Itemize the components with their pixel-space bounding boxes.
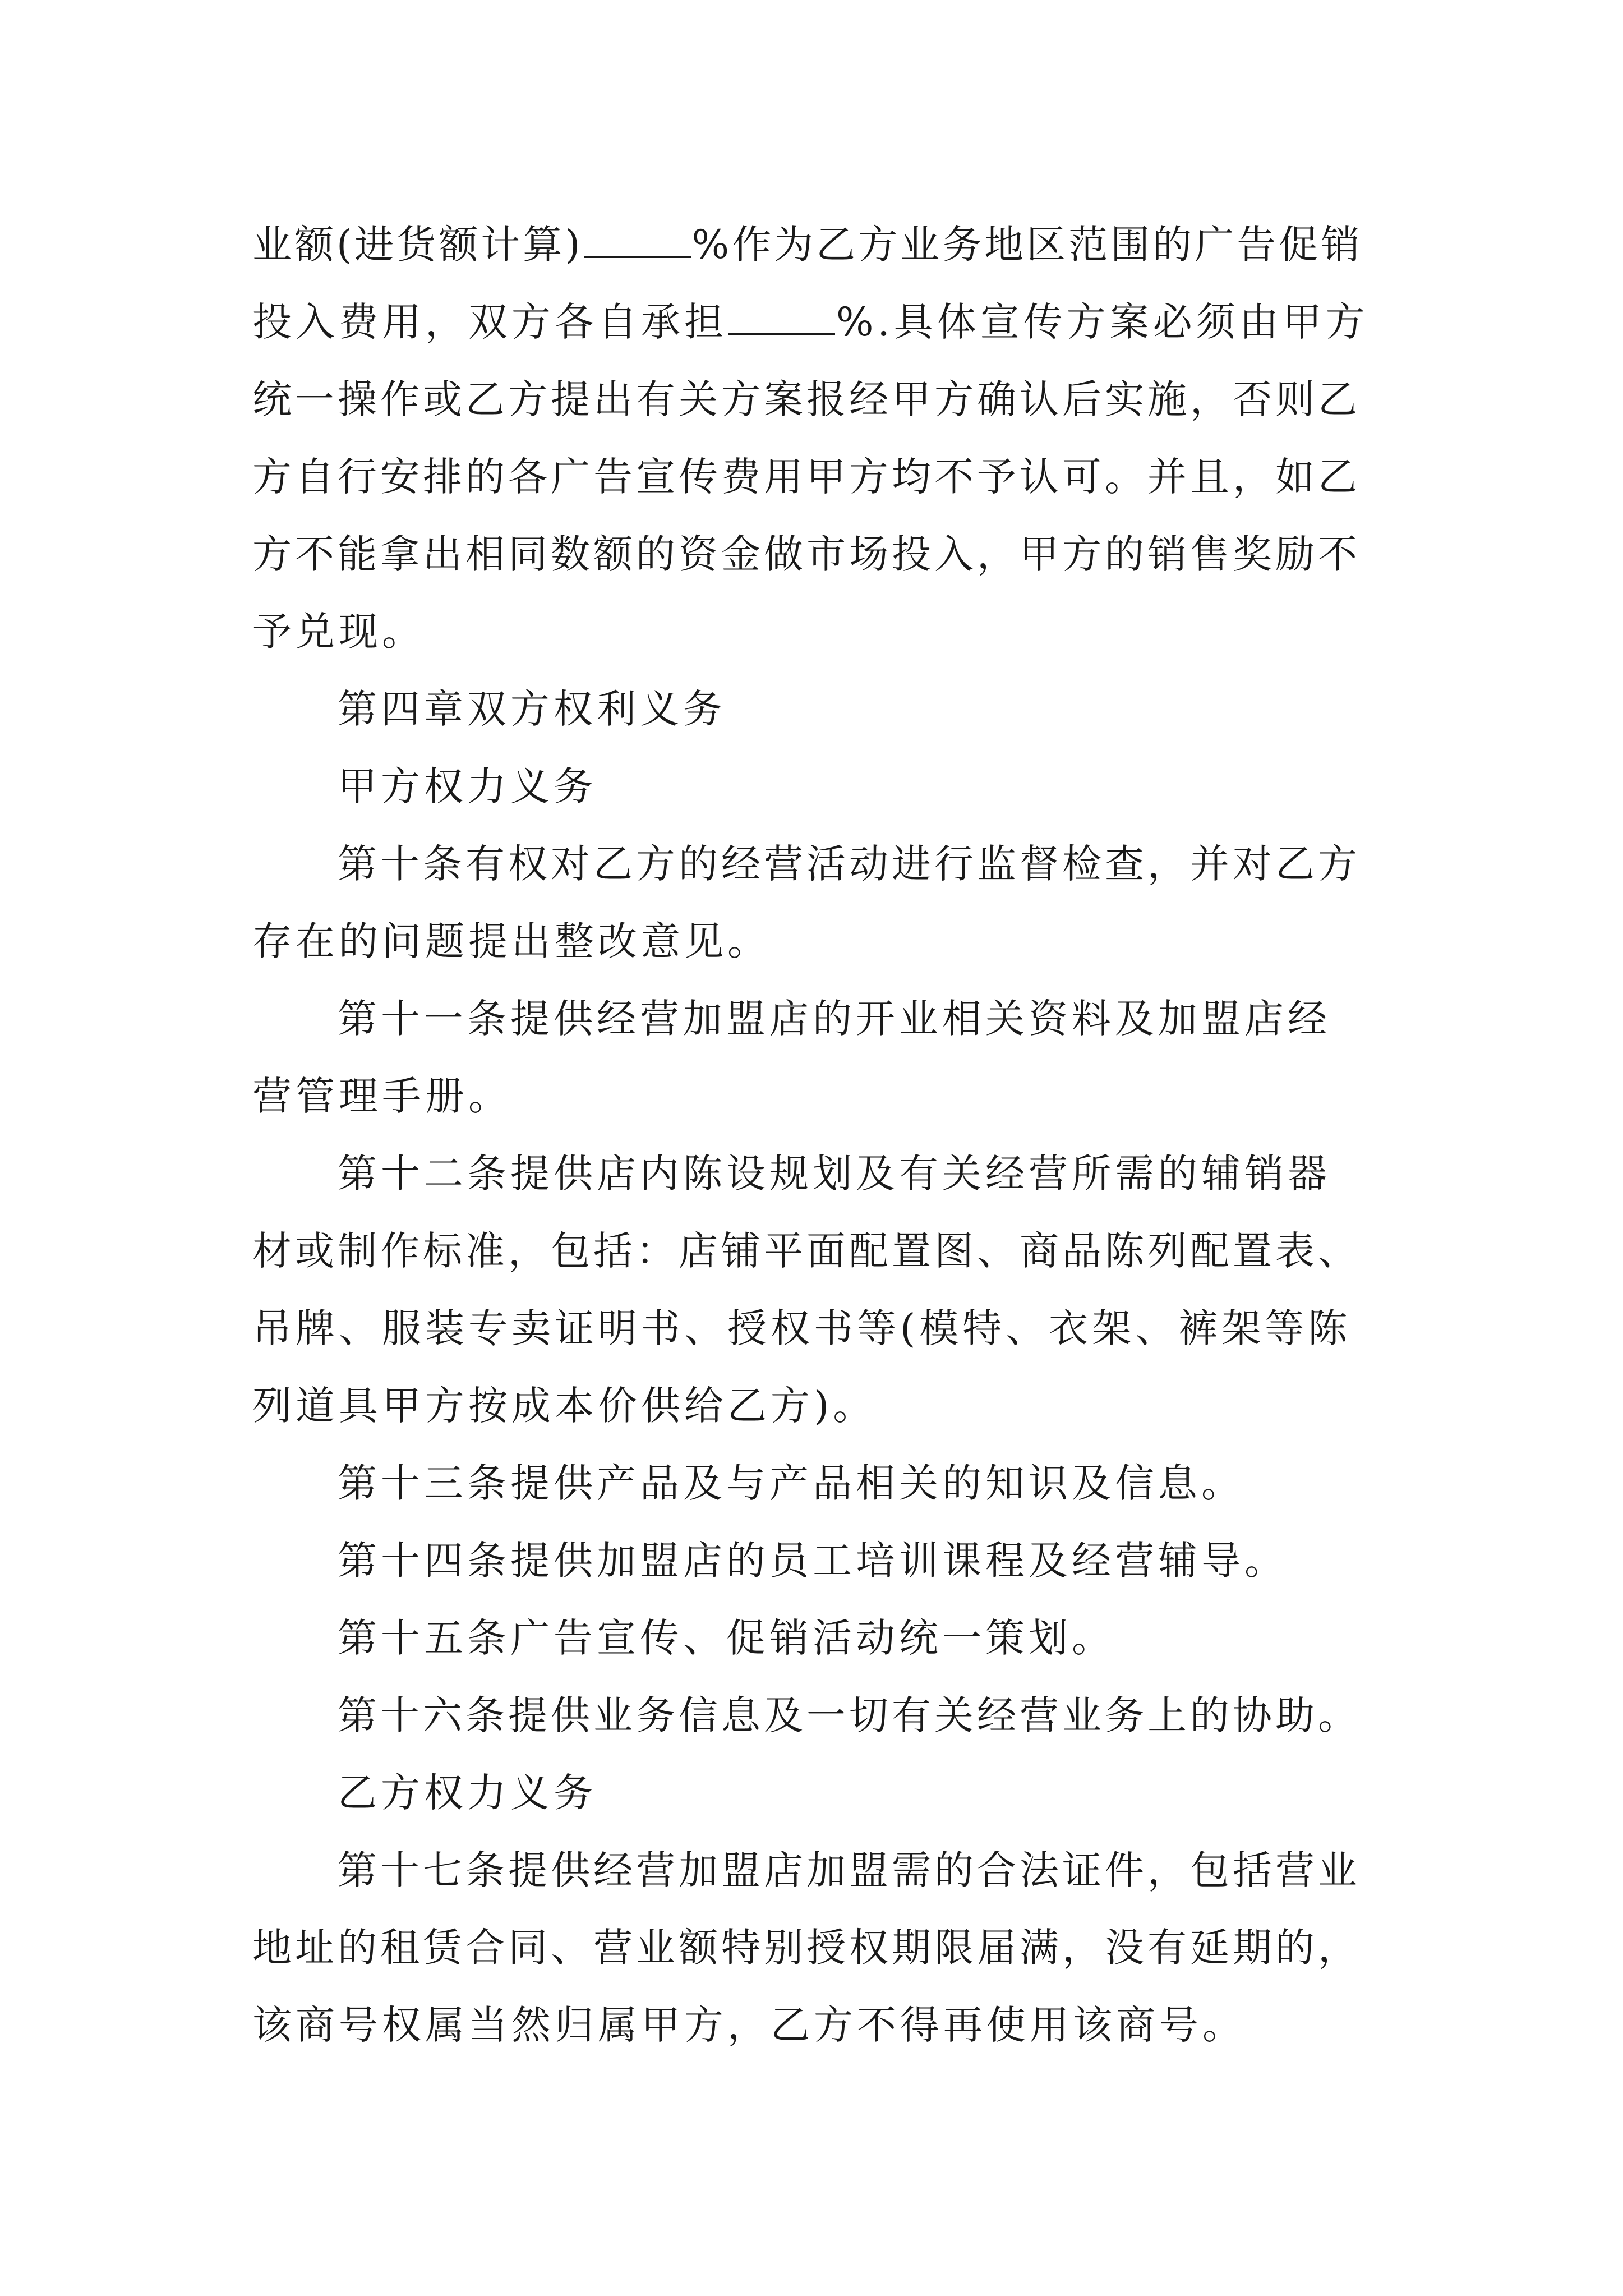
section-heading-party-a: 甲方权力义务 xyxy=(338,763,597,809)
article-10-line: 第十条有权对乙方的经营活动进行监督检查，并对乙方 xyxy=(338,841,1361,887)
article-14: 第十四条提供加盟店的员工培训课程及经营辅导。 xyxy=(338,1538,1288,1584)
article-17-line: 地址的租赁合同、营业额特别授权期限届满，没有延期的， xyxy=(252,1925,1361,1971)
article-12-line: 第十二条提供店内陈设规划及有关经营所需的辅销器 xyxy=(338,1151,1331,1197)
article-11-line: 营管理手册。 xyxy=(252,1073,511,1119)
article-12-line: 材或制作标准，包括：店铺平面配置图、商品陈列配置表、 xyxy=(252,1228,1361,1274)
article-11-line: 第十一条提供经营加盟店的开业相关资料及加盟店经 xyxy=(338,996,1331,1042)
text-fragment: 业额(进货额计算) xyxy=(252,222,583,268)
paragraph-line xyxy=(252,211,1363,278)
section-heading-party-b: 乙方权力义务 xyxy=(338,1770,597,1816)
paragraph-line: 方自行安排的各广告宣传费用甲方均不予认可。并且，如乙 xyxy=(252,454,1361,500)
chapter-heading: 第四章双方权利义务 xyxy=(338,686,726,732)
article-17-line: 该商号权属当然归属甲方，乙方不得再使用该商号。 xyxy=(252,2002,1246,2048)
fill-in-blank xyxy=(584,222,691,258)
paragraph-line xyxy=(252,288,1369,356)
text-fragment: %作为乙方业务地区范围的广告促销 xyxy=(691,222,1363,268)
paragraph-line: 统一操作或乙方提出有关方案报经甲方确认后实施，否则乙 xyxy=(252,376,1361,422)
paragraph-line: 方不能拿出相同数额的资金做市场投入，甲方的销售奖励不 xyxy=(252,531,1361,577)
text-fragment: 投入费用，双方各自承担 xyxy=(252,299,727,345)
article-13: 第十三条提供产品及与产品相关的知识及信息。 xyxy=(338,1460,1244,1506)
article-12-line: 吊牌、服装专卖证明书、授权书等(模特、衣架、裤架等陈 xyxy=(252,1305,1352,1351)
text-fragment: %.具体宣传方案必须由甲方 xyxy=(836,299,1369,345)
fill-in-blank xyxy=(728,300,835,335)
article-12-line: 列道具甲方按成本价供给乙方)。 xyxy=(252,1383,877,1429)
article-15: 第十五条广告宣传、促销活动统一策划。 xyxy=(338,1615,1115,1661)
article-10-line: 存在的问题提出整改意见。 xyxy=(252,918,771,964)
article-17-line: 第十七条提供经营加盟店加盟需的合法证件，包括营业 xyxy=(338,1847,1361,1893)
paragraph-line: 予兑现。 xyxy=(252,609,425,655)
article-16: 第十六条提供业务信息及一切有关经营业务上的协助。 xyxy=(338,1692,1361,1738)
